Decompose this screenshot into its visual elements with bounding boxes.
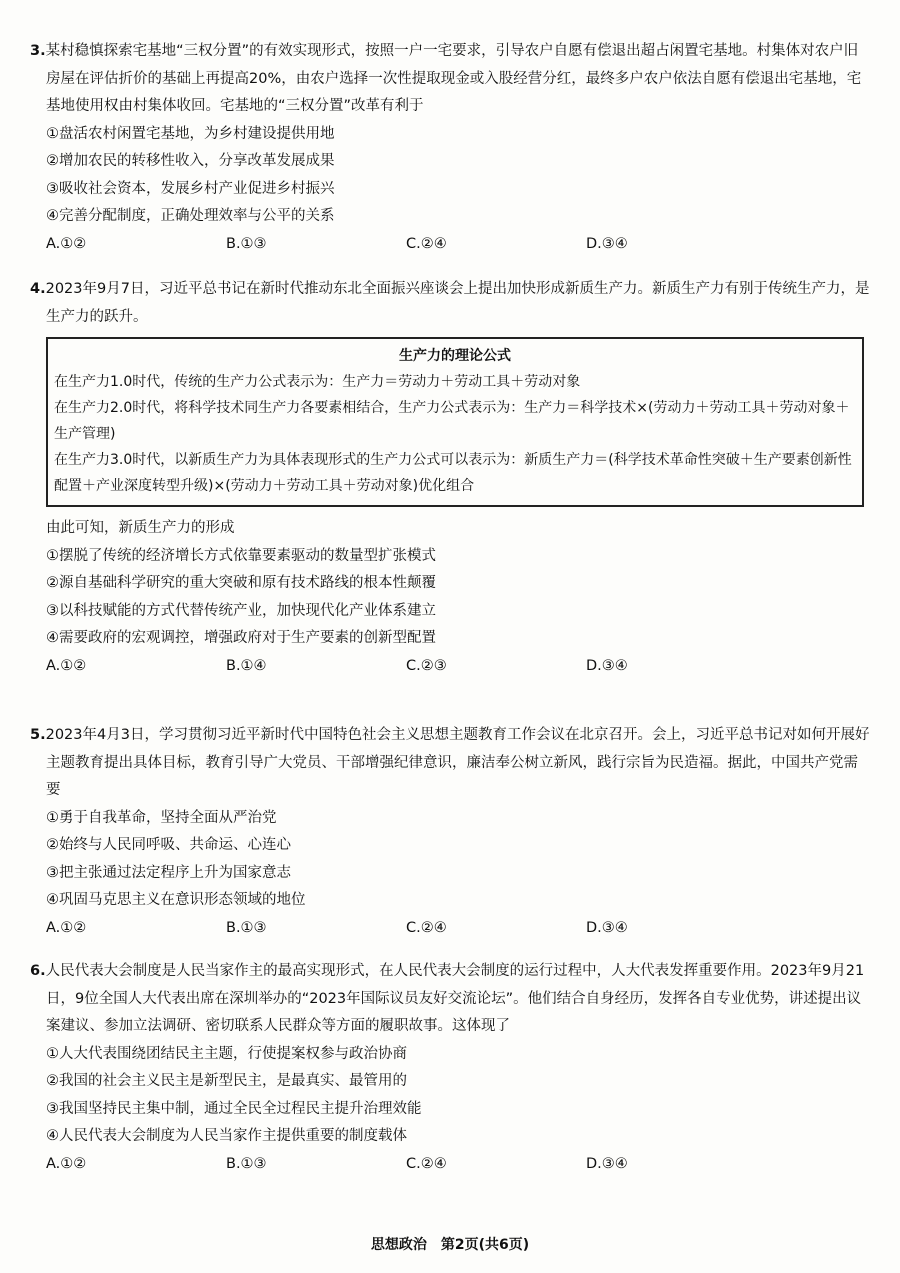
answer-choices	[30, 1151, 872, 1179]
option-item: ①摆脱了传统的经济增长方式依靠要素驱动的数量型扩张模式	[46, 547, 436, 564]
question-number: 3.	[30, 43, 46, 59]
option-item: ①勇于自我革命，坚持全面从严治党	[46, 809, 277, 826]
option-item: ③把主张通过法定程序上升为国家意志	[46, 864, 291, 881]
box-line: 在生产力3.0时代，以新质生产力为具体表现形式的生产力公式可以表示为：新质生产力＝(科学技术革命性突破＋生产要素创新性配置＋产业深度转型升级)×(劳动力＋劳动工具＋劳动对象)优化组合	[54, 452, 852, 494]
answer-c: C.②④	[406, 1155, 447, 1172]
answer-choices	[30, 915, 872, 943]
formula-box	[46, 337, 864, 507]
question-lead: 由此可知，新质生产力的形成	[46, 520, 235, 536]
option-item: ④完善分配制度，正确处理效率与公平的关系	[46, 208, 335, 224]
option-item: ④巩固马克思主义在意识形态领域的地位	[46, 892, 306, 908]
question-4	[30, 276, 872, 680]
answer-a: A.①②	[46, 1155, 87, 1172]
box-line: 在生产力2.0时代，将科学技术同生产力各要素相结合，生产力公式表示为：生产力＝科学技术×(劳动力＋劳动工具＋劳动对象＋生产管理)	[54, 400, 850, 442]
answer-a: A.①②	[46, 235, 87, 252]
box-line: 在生产力1.0时代，传统的生产力公式表示为：生产力＝劳动力＋劳动工具＋劳动对象	[54, 374, 581, 390]
answer-c: C.②③	[406, 657, 447, 674]
answer-c: C.②④	[406, 919, 447, 936]
option-item: ②我国的社会主义民主是新型民主，是最真实、最管用的	[46, 1073, 407, 1089]
page-footer: 思想政治 第2页(共6页)	[370, 1237, 530, 1253]
option-item: ①人大代表围绕团结民主主题，行使提案权参与政治协商	[46, 1045, 407, 1062]
answer-a: A.①②	[46, 919, 87, 936]
answer-d: D.③④	[586, 1155, 628, 1172]
question-number: 6.	[30, 963, 46, 979]
question-stem: 6.人民代表大会制度是人民当家作主的最高实现形式，在人民代表大会制度的运行过程中，人大代表发挥重要作用。2023年9月21日，9位全国人大代表出席在深圳举办的“2023年国际议员友好交流论坛”。他们结合自身经历，发挥各自专业优势，讲述提出议案建议、参加立法调研、密切联系人民群众等方面的履职故事。这体现了	[30, 963, 865, 1034]
answer-b: B.①③	[226, 1155, 267, 1172]
box-title: 生产力的理论公式	[399, 348, 511, 364]
question-6	[30, 958, 872, 1178]
question-5	[30, 722, 872, 942]
answer-d: D.③④	[586, 657, 628, 674]
answer-b: B.①③	[226, 235, 267, 252]
option-item: ②始终与人民同呼吸、共命运、心连心	[46, 837, 291, 853]
answer-choices	[30, 231, 872, 259]
question-3	[30, 38, 872, 258]
answer-d: D.③④	[586, 235, 628, 252]
question-number: 5.	[30, 727, 46, 743]
question-stem: 4.2023年9月7日，习近平总书记在新时代推动东北全面振兴座谈会上提出加快形成新质生产力。新质生产力有别于传统生产力，是生产力的跃升。	[30, 281, 870, 325]
option-item: ①盘活农村闲置宅基地，为乡村建设提供用地	[46, 125, 335, 142]
answer-choices	[30, 653, 872, 681]
answer-d: D.③④	[586, 919, 628, 936]
option-item: ④需要政府的宏观调控，增强政府对于生产要素的创新型配置	[46, 630, 436, 646]
option-item: ②增加农民的转移性收入，分享改革发展成果	[46, 153, 335, 169]
answer-c: C.②④	[406, 235, 447, 252]
option-item: ④人民代表大会制度为人民当家作主提供重要的制度载体	[46, 1128, 407, 1144]
option-item: ③吸收社会资本，发展乡村产业促进乡村振兴	[46, 180, 335, 197]
option-item: ③我国坚持民主集中制，通过全民全过程民主提升治理效能	[46, 1100, 422, 1117]
option-item: ③以科技赋能的方式代替传统产业，加快现代化产业体系建立	[46, 602, 436, 619]
answer-b: B.①③	[226, 919, 267, 936]
question-stem: 3.某村稳慎探索宅基地“三权分置”的有效实现形式，按照一户一宅要求，引导农户自愿有偿退出超占闲置宅基地。村集体对农户旧房屋在评估折价的基础上再提高20%，由农户选择一次性提取现金或入股经营分红，最终多户农户依法自愿有偿退出宅基地，宅基地使用权由村集体收回。宅基地的“三权分置”改革有利于	[30, 43, 862, 114]
answer-b: B.①④	[226, 657, 267, 674]
answer-a: A.①②	[46, 657, 87, 674]
question-number: 4.	[30, 281, 46, 297]
question-stem: 5.2023年4月3日，学习贯彻习近平新时代中国特色社会主义思想主题教育工作会议在北京召开。会上，习近平总书记对如何开展好主题教育提出具体目标，教育引导广大党员、干部增强纪律意识，廉洁奉公树立新风，践行宗旨为民造福。据此，中国共产党需要	[30, 727, 870, 798]
option-item: ②源自基础科学研究的重大突破和原有技术路线的根本性颠覆	[46, 575, 436, 591]
